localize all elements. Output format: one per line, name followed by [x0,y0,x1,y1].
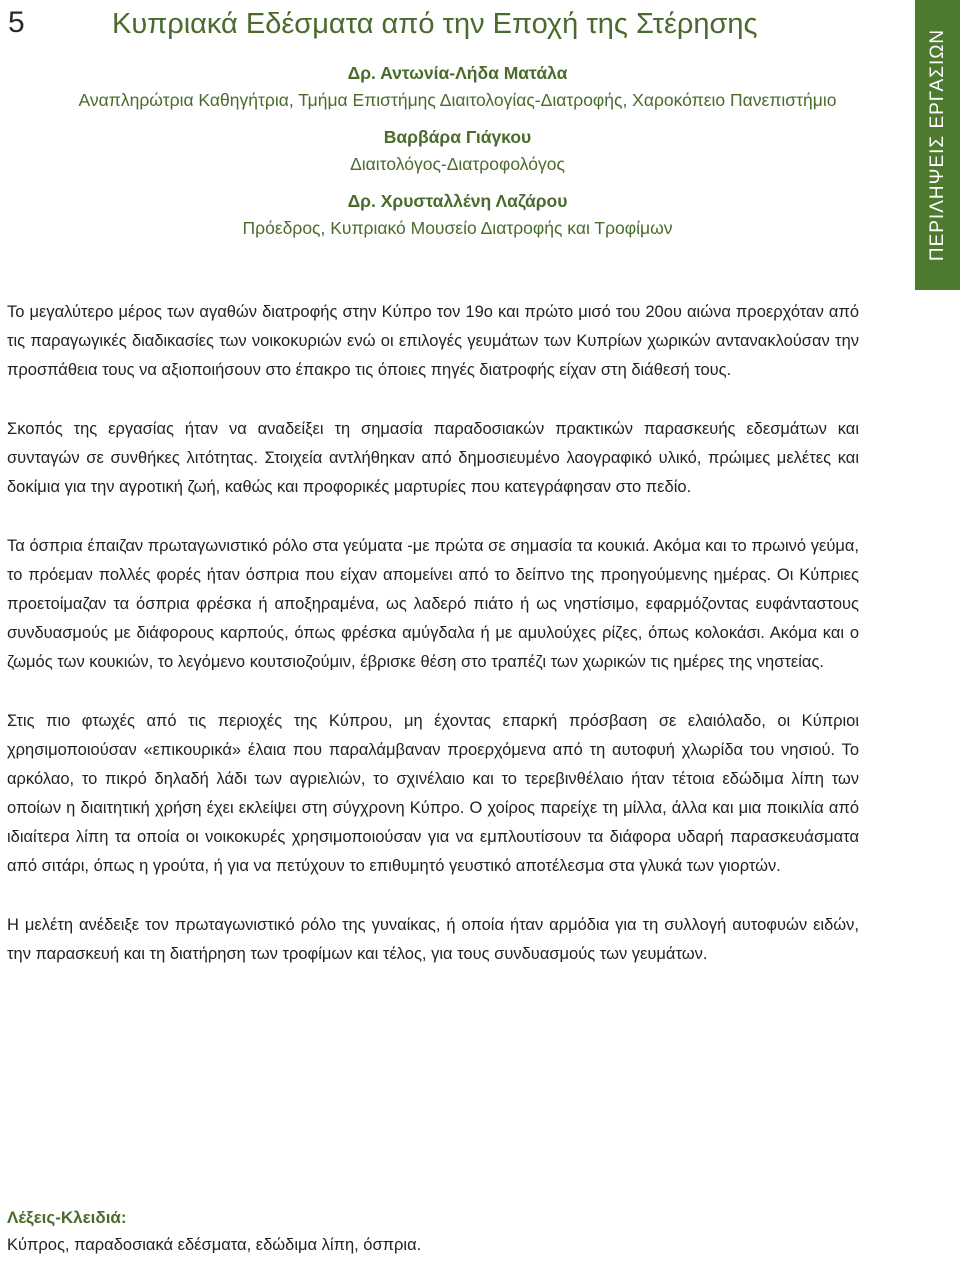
keywords-text: Κύπρος, παραδοσιακά εδέσματα, εδώδιμα λίπη, όσπρια. [7,1236,422,1254]
author-entry [40,188,875,242]
abstract-paragraph: Στις πιο φτωχές από τις περιοχές της Κύπρου, μη έχοντας επαρκή πρόσβαση σε ελαιόλαδο, οι Κύπριοι χρησιμοποιούσαν «επικουρικά» έλαια που παραλάμβαναν προερχόμενα από τη αυτοφυή χλωρίδα του νησιού. Το αρκόλαο, το πικρό δηλαδή λάδι των αγριελιών, το σχινέλαιο και το τερεβινθέλαιο ήταν τέτοια εδώδιμα λίπη των οποίων η διαιτητική χρήση έχει εκλείψει στη σύγχρονη Κύπρο. Ο χοίρος παρείχε τη μίλλα, άλλα και μια ποικιλία από ιδιαίτερα λίπη τα οποία οι νοικοκυρές χρησιμοποιούσαν για να εμπλουτίσουν τα διάφορα υδαρή παρασκευάσματα από σιτάρι, όπως η γρούτα, ή για να πετύχουν το επιθυμητό γευστικό αποτέλεσμα στα γλυκά των γιορτών. [7,712,859,875]
author-entry [40,60,875,114]
author-affiliation: Πρόεδρος, Κυπριακό Μουσείο Διατροφής και Τροφίμων [242,218,673,238]
author-affiliation: Αναπληρώτρια Καθηγήτρια, Τμήμα Επιστήμης Διαιτολογίας-Διατροφής, Χαροκόπειο Πανεπιστήμιο [78,90,837,110]
abstract-paragraph: Το μεγαλύτερο μέρος των αγαθών διατροφής στην Κύπρο τον 19ο και πρώτο μισό του 20ου αιώνα προερχόταν από τις παραγωγικές διαδικασίες των νοικοκυριών ενώ οι επιλογές γευμάτων των Κυπρίων χωρικών αντανακλούσαν την προσπάθεια τους να αξιοποιήσουν στο έπακρο τις όποιες πηγές διατροφής είχαν στη διάθεσή τους. [7,303,859,379]
author-name: Δρ. Αντωνία-Λήδα Ματάλα [347,63,568,83]
section-tab [915,0,960,290]
abstract-paragraph: Σκοπός της εργασίας ήταν να αναδείξει τη σημασία παραδοσιακών πρακτικών παρασκευής εδεσμάτων και συνταγών σε συνθήκες λιτότητας. Στοιχεία αντλήθηκαν από δημοσιευμένο λαογραφικό υλικό, πρώιμες μελέτες και δοκίμια για την αγροτική ζωή, καθώς και προφορικές μαρτυρίες που κατεγράφησαν στο πεδίο. [7,420,859,496]
author-affiliation: Διαιτολόγος-Διατροφολόγος [350,154,565,174]
page-title: Κυπριακά Εδέσματα από την Εποχή της Στέρησης [112,8,758,40]
abstract-paragraph: Τα όσπρια έπαιζαν πρωταγωνιστικό ρόλο στα γεύματα -με πρώτα σε σημασία τα κουκιά. Ακόμα και το πρωινό γεύμα, το πρόεμαν πολλές φορές ήταν όσπρια που είχαν απομείνει από το δείπνο της προηγούμενης ημέρας. Οι Κύπριες προετοίμαζαν τα όσπρια φρέσκα ή αποξηραμένα, ως λαδερό πιάτο ή ως νηστίσιμο, εφαρμόζοντας ευφάνταστους συνδυασμούς με διάφορους καρπούς, όπως φρέσκα αμύγδαλα ή με αμυλούχες ρίζες, όπως κολοκάσι. Ακόμα και ο ζωμός των κουκιών, το λεγόμενο κουτσιοζούμιν, έβρισκε θέση στο τραπέζι των χωρικών τις ημέρες της νηστείας. [7,537,859,671]
authors-block [40,60,875,252]
keywords-heading: Λέξεις-Κλειδιά: [7,1208,127,1227]
abstract-body [7,298,859,999]
section-tab-label: ΠΕΡΙΛΗΨΕΙΣ ΕΡΓΑΣΙΩΝ [926,28,948,262]
author-name: Βαρβάρα Γιάγκου [383,127,532,147]
abstract-paragraph: Η μελέτη ανέδειξε τον πρωταγωνιστικό ρόλο της γυναίκας, ή οποία ήταν αρμόδια για τη συλλογή αυτοφυών ειδών, την παρασκευή και τη διατήρηση των τροφίμων και τέλος, για τους συνδυασμούς των γευμάτων. [7,916,859,963]
author-entry [40,124,875,178]
author-name: Δρ. Χρυσταλλένη Λαζάρου [347,191,568,211]
page-number: 5 [8,6,25,39]
